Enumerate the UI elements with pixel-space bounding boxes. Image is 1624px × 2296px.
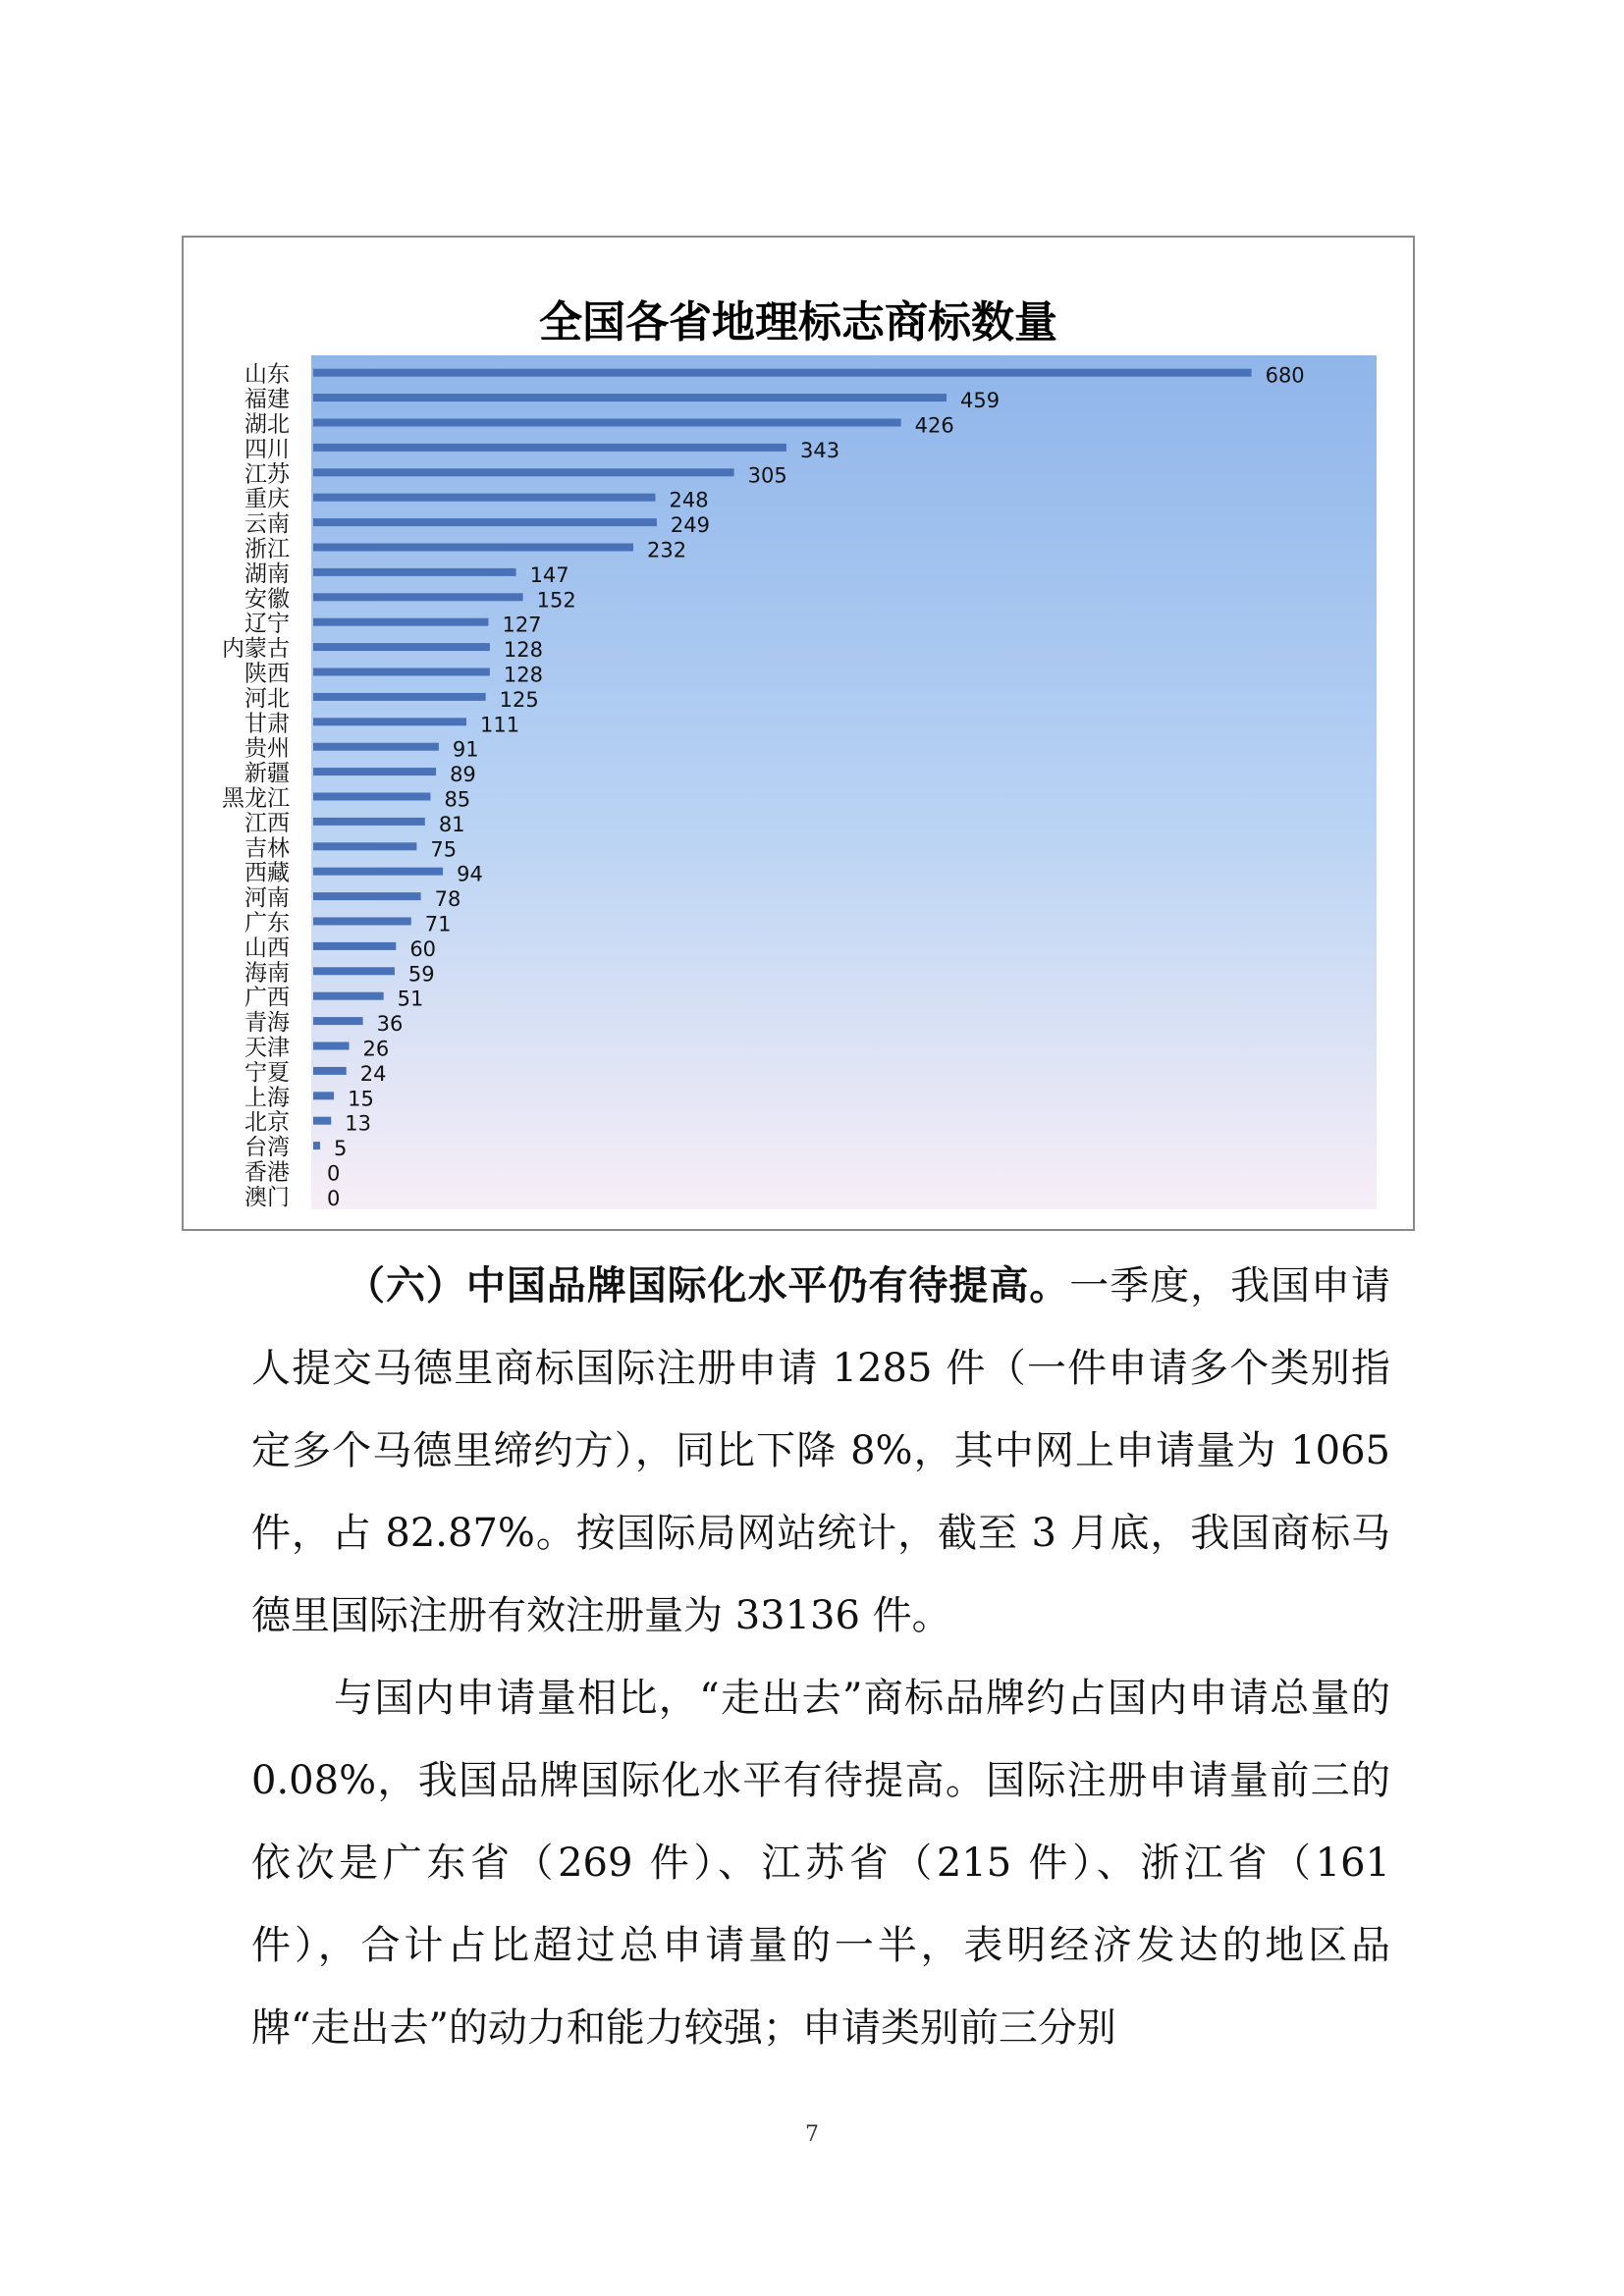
bar [313, 918, 411, 926]
bar-value-label: 26 [362, 1037, 390, 1061]
bar [313, 892, 421, 900]
category-label: 河北 [244, 685, 290, 712]
category-label: 澳门 [244, 1184, 290, 1210]
bar [313, 842, 416, 850]
bar-value-label: 94 [457, 862, 483, 886]
bar-value-label: 78 [434, 887, 461, 912]
bar-value-label: 248 [669, 488, 709, 512]
category-label: 陕西 [244, 661, 290, 687]
paragraph-1-text: 一季度，我国申请人提交马德里商标国际注册申请 1285 件（一件申请多个类别指定多个马德里缔约方），同比下降 8%，其中网上申请量为 1065 件，占 82.87%。按国际局网站统计，截至 3 月底，我国商标马德里国际注册有效注册量为 33136 件。 [251, 1263, 1391, 1638]
bar [313, 868, 443, 876]
bar [313, 1017, 363, 1025]
bar-value-label: 13 [345, 1111, 372, 1136]
category-label: 广西 [244, 985, 290, 1011]
bar [313, 419, 901, 427]
bar [313, 494, 656, 502]
category-label: 贵州 [244, 735, 290, 762]
bar-value-label: 51 [397, 987, 424, 1011]
bar [313, 518, 657, 526]
bar-value-label: 459 [960, 389, 1001, 413]
bar-value-label: 128 [503, 638, 543, 663]
bar [313, 643, 490, 651]
bar [313, 544, 633, 552]
category-label: 甘肃 [244, 711, 290, 737]
bar [313, 942, 396, 950]
bar-value-label: 125 [499, 687, 539, 712]
category-label: 黑龙江 [222, 785, 290, 812]
bar-value-label: 111 [479, 713, 520, 737]
bar-value-label: 59 [407, 962, 435, 987]
bar [313, 444, 786, 452]
category-label: 香港 [244, 1159, 290, 1186]
bar [313, 1042, 350, 1050]
bar [313, 668, 490, 676]
category-label: 湖南 [244, 561, 290, 587]
category-label: 台湾 [244, 1135, 290, 1161]
bar-value-label: 147 [529, 562, 569, 587]
bar-value-label: 81 [438, 812, 465, 836]
bar-value-label: 152 [536, 588, 576, 613]
paragraph-1 [251, 1245, 1390, 1657]
page-number: 7 [805, 2122, 819, 2147]
bar-chart [184, 238, 1413, 1229]
bar [313, 818, 425, 826]
bar [313, 793, 430, 801]
bar [313, 1092, 334, 1099]
bar [313, 743, 439, 751]
bar-value-label: 60 [409, 936, 437, 961]
bar-value-label: 0 [327, 1186, 341, 1210]
bar [313, 768, 436, 775]
bar-value-label: 91 [452, 737, 479, 762]
bar-value-label: 71 [424, 912, 452, 936]
bar-value-label: 249 [670, 513, 711, 538]
bar-value-label: 36 [376, 1012, 404, 1037]
category-label: 山西 [244, 934, 290, 961]
bar [313, 992, 384, 1000]
bar [313, 618, 488, 626]
category-label: 江西 [244, 810, 290, 836]
category-label: 湖北 [244, 411, 290, 438]
category-label: 浙江 [244, 536, 290, 562]
bar-value-label: 305 [747, 463, 787, 488]
bar-value-label: 0 [327, 1161, 341, 1186]
bar-value-label: 426 [914, 413, 954, 438]
category-label: 云南 [244, 511, 290, 538]
category-label: 江苏 [244, 461, 290, 488]
bar-value-label: 15 [348, 1087, 374, 1111]
category-label: 天津 [244, 1035, 290, 1061]
category-label: 重庆 [244, 486, 290, 512]
bar-value-label: 127 [502, 613, 542, 637]
bar-value-label: 85 [444, 787, 471, 812]
category-label: 北京 [244, 1109, 290, 1136]
body-text [251, 1245, 1390, 2069]
bar-value-label: 128 [503, 663, 543, 687]
category-label: 河南 [244, 885, 290, 912]
category-label: 福建 [244, 387, 290, 413]
category-label: 海南 [244, 960, 290, 987]
bar-value-label: 89 [450, 763, 476, 787]
category-label: 安徽 [244, 586, 290, 613]
category-label: 广东 [244, 910, 290, 936]
category-label: 内蒙古 [222, 636, 290, 663]
bar [313, 394, 947, 401]
bar-value-label: 232 [647, 538, 687, 562]
bar [313, 1117, 331, 1125]
bar-value-label: 343 [800, 438, 840, 462]
category-label: 宁夏 [244, 1059, 290, 1086]
bar [313, 1067, 347, 1075]
category-label: 山东 [244, 361, 290, 388]
bar [313, 468, 734, 476]
bar [313, 593, 523, 601]
category-label: 青海 [244, 1010, 290, 1037]
category-label: 辽宁 [244, 611, 290, 637]
bar-value-label: 5 [334, 1137, 348, 1161]
chart-title: 全国各省地理标志商标数量 [539, 297, 1057, 347]
category-label: 四川 [244, 436, 290, 462]
bar [313, 568, 516, 576]
category-label: 吉林 [244, 835, 290, 862]
bar-value-label: 75 [430, 837, 458, 862]
bar [313, 369, 1252, 377]
category-label: 西藏 [244, 860, 290, 886]
bar-value-label: 680 [1265, 363, 1305, 388]
paragraph-2: 与国内申请量相比，“走出去”商标品牌约占国内申请总量的 0.08%，我国品牌国际化水平有待提高。国际注册申请量前三的依次是广东省（269 件）、江苏省（215 件）、浙江省（161 件），合计占比超过总申请量的一半，表明经济发达的地区品牌“走出去”的动力和能力较强；申请类别前三分别 [251, 1676, 1390, 2051]
bar [313, 1142, 320, 1149]
bar [313, 693, 486, 701]
bar-value-label: 24 [359, 1061, 387, 1086]
category-label: 新疆 [244, 761, 290, 787]
category-label: 上海 [244, 1085, 290, 1111]
bar [313, 718, 466, 725]
bar [313, 967, 395, 975]
chart-frame [182, 236, 1415, 1231]
section-heading: （六）中国品牌国际化水平仍有待提高。 [346, 1263, 1070, 1308]
